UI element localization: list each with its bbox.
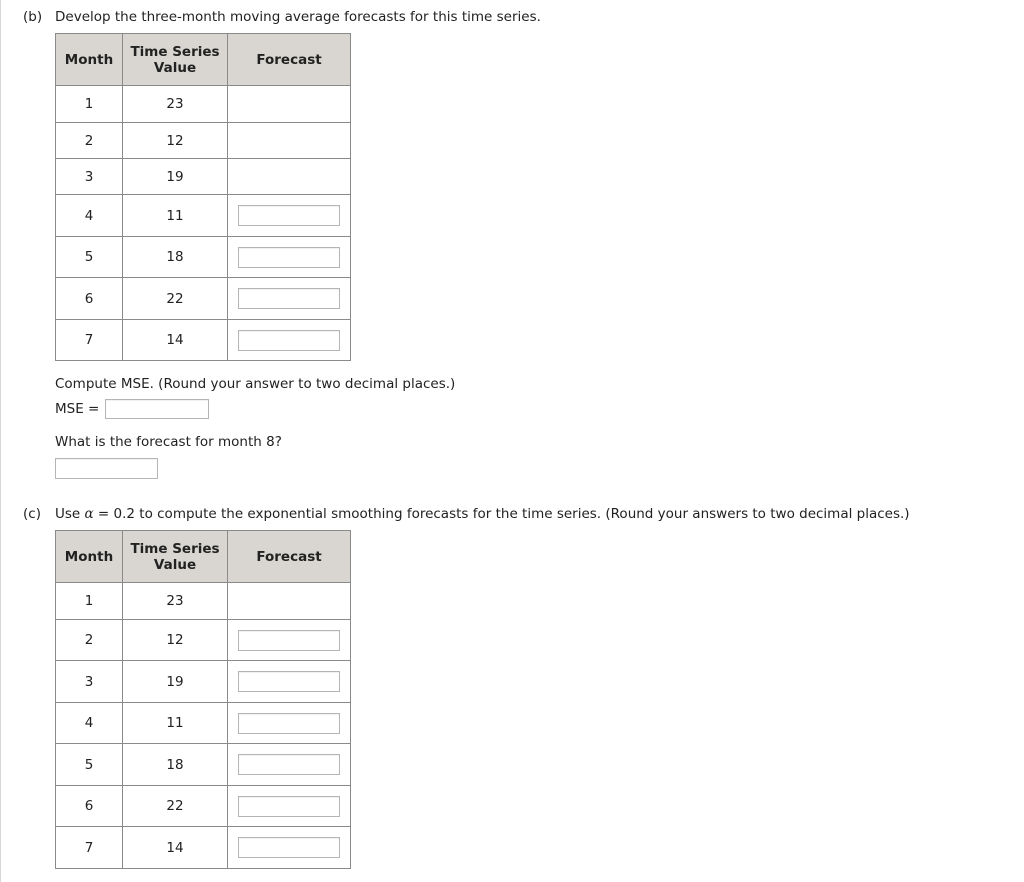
moving-average-table-body — [56, 86, 351, 361]
forecast-input[interactable] — [238, 247, 340, 268]
month-cell: 3 — [56, 159, 123, 195]
value-cell: 14 — [123, 827, 228, 869]
value-cell: 22 — [123, 786, 228, 827]
forecast-cell — [228, 703, 351, 744]
header-forecast: Forecast — [228, 531, 351, 583]
table-row — [56, 320, 351, 361]
value-cell: 23 — [123, 86, 228, 123]
value-cell: 11 — [123, 703, 228, 744]
month8-forecast-input[interactable] — [55, 458, 158, 479]
header-time-series-value: Time Series Value — [123, 34, 228, 86]
part-c-prompt-post: = 0.2 to compute the exponential smoothing forecasts for the time series. (Round your answers to two decimal places.) — [93, 506, 910, 522]
mse-input[interactable] — [105, 399, 209, 419]
month-cell: 1 — [56, 583, 123, 620]
month-cell: 5 — [56, 237, 123, 278]
table-row — [56, 278, 351, 320]
alpha-symbol: α — [84, 506, 94, 522]
forecast-input[interactable] — [238, 837, 340, 858]
forecast-cell — [228, 744, 351, 786]
value-cell: 19 — [123, 159, 228, 195]
part-c-prompt-pre: Use — [55, 506, 85, 522]
table-row — [56, 123, 351, 159]
month-cell: 6 — [56, 786, 123, 827]
value-cell: 22 — [123, 278, 228, 320]
table-row — [56, 827, 351, 869]
table-row — [56, 744, 351, 786]
value-cell: 14 — [123, 320, 228, 361]
value-cell: 11 — [123, 195, 228, 237]
mse-prompt: Compute MSE. (Round your answer to two decimal places.) — [55, 376, 456, 392]
forecast-input[interactable] — [238, 671, 340, 692]
part-b-label: (b) — [23, 9, 43, 25]
forecast-cell — [228, 278, 351, 320]
value-cell: 12 — [123, 123, 228, 159]
forecast-input[interactable] — [238, 630, 340, 651]
table-row — [56, 159, 351, 195]
part-b-prompt: Develop the three-month moving average forecasts for this time series. — [55, 9, 541, 25]
part-c-question — [23, 506, 910, 522]
forecast-cell — [228, 86, 351, 123]
forecast-cell — [228, 827, 351, 869]
month-cell: 3 — [56, 661, 123, 703]
month8-prompt: What is the forecast for month 8? — [55, 434, 282, 450]
value-cell: 23 — [123, 583, 228, 620]
value-cell: 12 — [123, 620, 228, 661]
mse-label: MSE = — [55, 401, 100, 417]
part-b-question — [23, 9, 541, 25]
forecast-cell — [228, 661, 351, 703]
month-cell: 5 — [56, 744, 123, 786]
forecast-input[interactable] — [238, 754, 340, 775]
forecast-cell — [228, 620, 351, 661]
moving-average-table — [55, 33, 351, 361]
value-cell: 18 — [123, 744, 228, 786]
forecast-cell — [228, 159, 351, 195]
forecast-cell — [228, 237, 351, 278]
month-cell: 4 — [56, 703, 123, 744]
value-cell: 19 — [123, 661, 228, 703]
header-time-series-value: Time Series Value — [123, 531, 228, 583]
forecast-cell — [228, 583, 351, 620]
exponential-smoothing-table-body — [56, 583, 351, 869]
table-row — [56, 703, 351, 744]
forecast-input[interactable] — [238, 713, 340, 734]
header-forecast: Forecast — [228, 34, 351, 86]
month-cell: 7 — [56, 827, 123, 869]
table-row — [56, 786, 351, 827]
part-c-label: (c) — [23, 506, 41, 522]
forecast-cell — [228, 195, 351, 237]
table-row — [56, 583, 351, 620]
month-cell: 6 — [56, 278, 123, 320]
forecast-input[interactable] — [238, 205, 340, 226]
exponential-smoothing-table — [55, 530, 351, 869]
table-row — [56, 237, 351, 278]
forecast-cell — [228, 786, 351, 827]
forecast-input[interactable] — [238, 330, 340, 351]
table-row — [56, 86, 351, 123]
value-cell: 18 — [123, 237, 228, 278]
forecast-input[interactable] — [238, 288, 340, 309]
table-row — [56, 620, 351, 661]
table-row — [56, 661, 351, 703]
header-month: Month — [56, 531, 123, 583]
header-month: Month — [56, 34, 123, 86]
mse-row — [55, 399, 209, 419]
month-cell: 7 — [56, 320, 123, 361]
forecast-cell — [228, 320, 351, 361]
month-cell: 1 — [56, 86, 123, 123]
month-cell: 2 — [56, 620, 123, 661]
forecast-input[interactable] — [238, 796, 340, 817]
month-cell: 2 — [56, 123, 123, 159]
forecast-cell — [228, 123, 351, 159]
month-cell: 4 — [56, 195, 123, 237]
table-row — [56, 195, 351, 237]
